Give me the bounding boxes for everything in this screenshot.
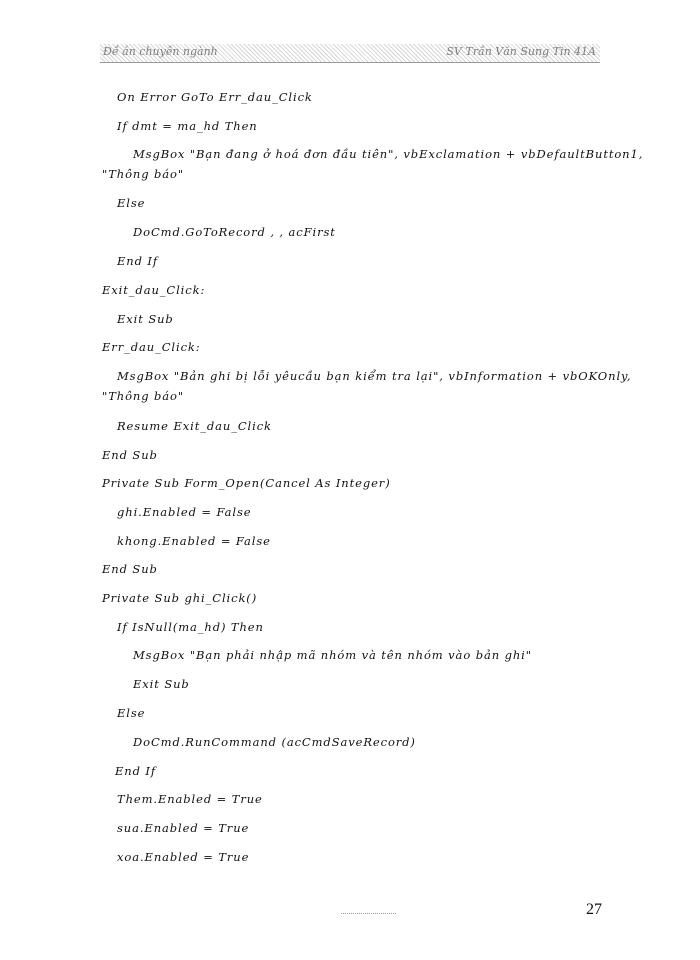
code-line: If dmt = ma_hd Then [117, 119, 258, 133]
code-line: Exit Sub [117, 312, 174, 326]
code-line: "Thông báo" [102, 167, 185, 181]
code-line: ghi.Enabled = False [117, 505, 252, 519]
code-line: xoa.Enabled = True [117, 850, 250, 864]
code-line: DoCmd.GoToRecord , , acFirst [133, 225, 336, 239]
code-line: On Error GoTo Err_dau_Click [117, 90, 313, 104]
code-line: Them.Enabled = True [117, 792, 263, 806]
page-number: 27 [586, 901, 602, 918]
code-line: Resume Exit_dau_Click [117, 419, 272, 433]
code-line: End If [115, 764, 157, 778]
code-line: MsgBox "Bạn phải nhập mã nhóm và tên nhóm vào bản ghi" [133, 648, 532, 662]
code-line: Else [117, 706, 146, 720]
code-line: sua.Enabled = True [117, 821, 250, 835]
code-line: End If [117, 254, 159, 268]
code-line: End Sub [102, 448, 158, 462]
code-line: If IsNull(ma_hd) Then [117, 620, 264, 634]
header-author: SV Trần Văn Sung Tin 41A [446, 45, 596, 58]
code-line: Private Sub Form_Open(Cancel As Integer) [102, 476, 391, 490]
page-header [100, 44, 600, 63]
code-line: khong.Enabled = False [117, 534, 271, 548]
code-line: Err_dau_Click: [102, 340, 201, 354]
code-line: End Sub [102, 562, 158, 576]
code-line: DoCmd.RunCommand (acCmdSaveRecord) [133, 735, 416, 749]
code-line: Else [117, 196, 146, 210]
code-line: Exit Sub [133, 677, 190, 691]
code-line: MsgBox "Bản ghi bị lỗi yêucầu bạn kiểm tra lại", vbInformation + vbOKOnly, [117, 369, 632, 383]
code-line: MsgBox "Bạn đang ở hoá đơn đầu tiên", vbExclamation + vbDefaultButton1, [133, 147, 644, 161]
code-line: "Thông báo" [102, 389, 185, 403]
header-title: Đề án chuyên ngành [103, 45, 218, 58]
code-line: Private Sub ghi_Click() [102, 591, 258, 605]
code-line: Exit_dau_Click: [102, 283, 206, 297]
footer-divider [341, 913, 396, 914]
